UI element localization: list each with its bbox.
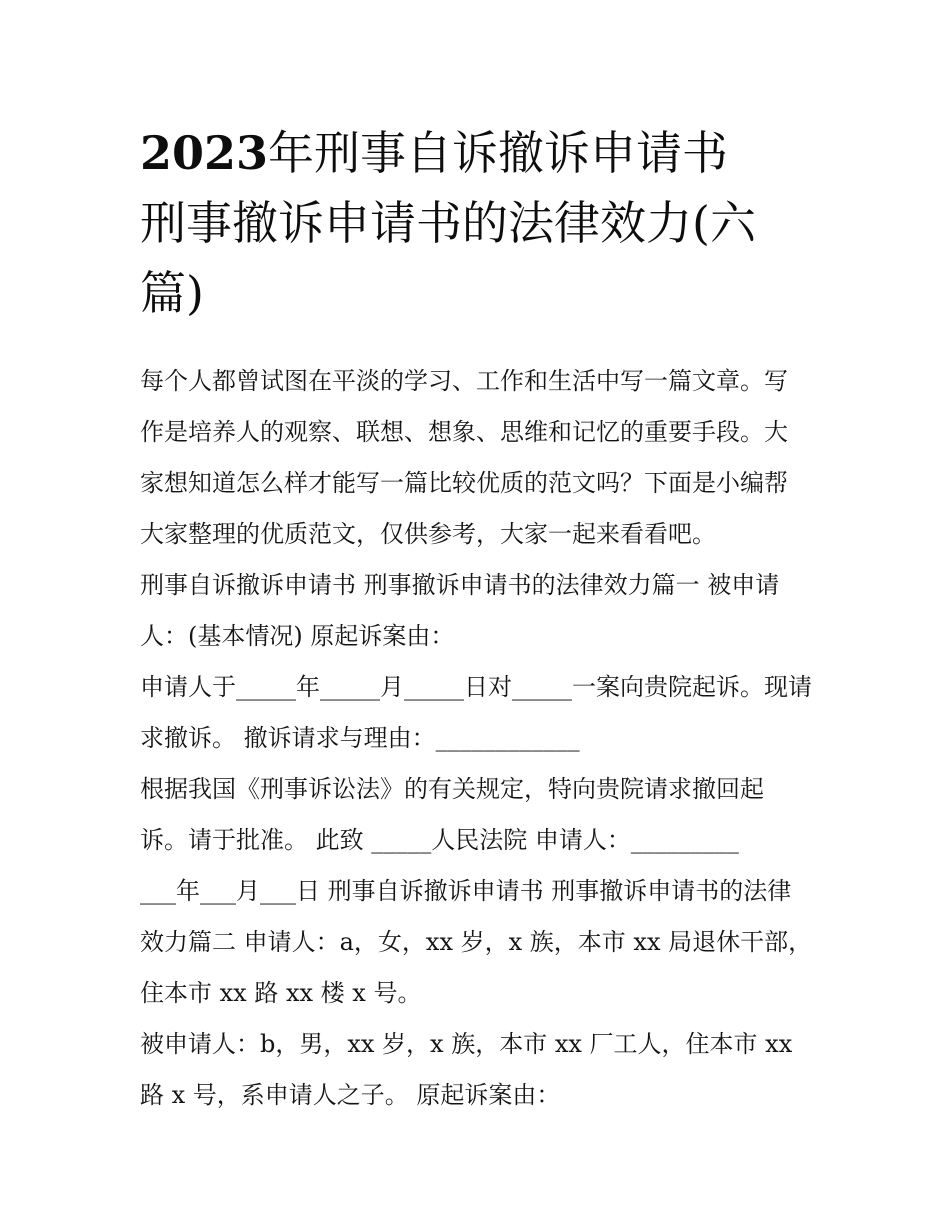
text-line: 诉。请于批准。 此致 _____人民法院 申请人：_________ (140, 826, 739, 854)
document-body (140, 356, 820, 1121)
text-line: 申请人于_____年_____月_____日对_____一案向贵院起诉。现请 (140, 673, 812, 701)
title-line-1-text: 年刑事自诉撤诉申请书 (268, 126, 729, 180)
text-line: 被申请人：b，男，xx 岁，x 族，本市 xx 厂工人，住本市 xx (140, 1030, 793, 1058)
text-line: 家想知道怎么样才能写一篇比较优质的范文吗？下面是小编帮 (140, 469, 788, 497)
title-line-3: 篇) (140, 266, 204, 320)
title-line-1 (140, 118, 830, 188)
text-line: 大家整理的优质范文，仅供参考，大家一起来看看吧。 (140, 520, 716, 548)
text-line: 求撤诉。 撤诉请求与理由：____________ (140, 724, 580, 752)
text-line: 人：(基本情况) 原起诉案由： (140, 622, 455, 650)
document-title (140, 118, 830, 328)
paragraph (140, 560, 820, 662)
intro-paragraph (140, 356, 820, 560)
paragraph (140, 1019, 820, 1121)
paragraph (140, 764, 820, 1019)
text-line: 效力篇二 申请人：a，女，xx 岁，x 族，本市 xx 局退休干部， (140, 928, 813, 956)
text-line: 住本市 xx 路 xx 楼 x 号。 (140, 979, 422, 1007)
text-line: ___年___月___日 刑事自诉撤诉申请书 刑事撤诉申请书的法律 (140, 877, 792, 905)
text-line: 每个人都曾试图在平淡的学习、工作和生活中写一篇文章。写 (140, 367, 788, 395)
text-line: 刑事自诉撤诉申请书 刑事撤诉申请书的法律效力篇一 被申请 (140, 571, 780, 599)
title-line-2: 刑事撤诉申请书的法律效力(六 (140, 196, 756, 250)
title-year: 2023 (140, 126, 269, 180)
text-line: 路 x 号，系申请人之子。 原起诉案由： (140, 1081, 561, 1109)
text-line: 作是培养人的观察、联想、想象、思维和记忆的重要手段。大 (140, 418, 788, 446)
paragraph (140, 662, 820, 764)
text-line: 根据我国《刑事诉讼法》的有关规定，特向贵院请求撤回起 (140, 775, 764, 803)
